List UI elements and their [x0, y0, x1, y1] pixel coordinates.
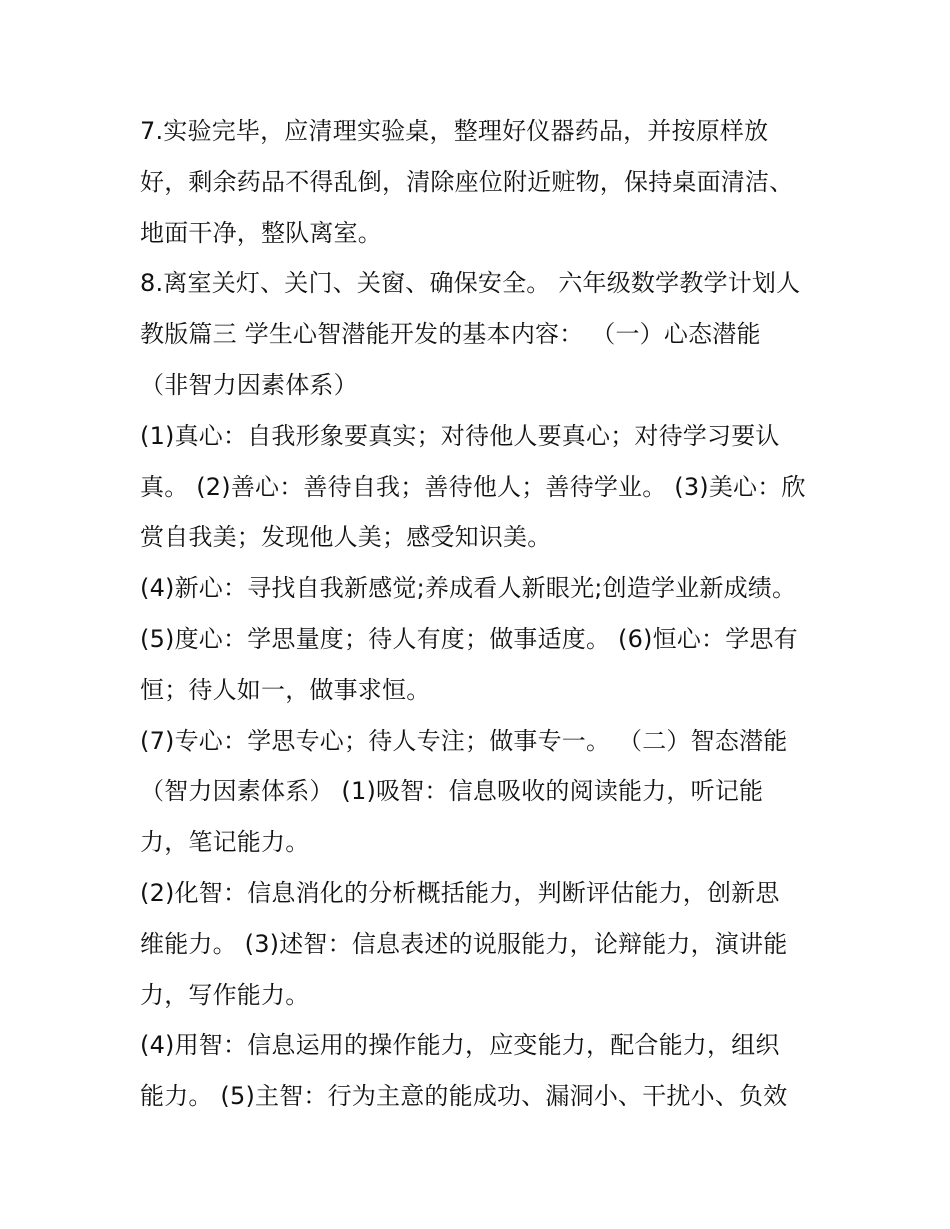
text-line-3: 地面干净，整队离室。	[140, 218, 382, 247]
text-line-13: (7)专心：学思专心；待人专注；做事专一。 （二）智态潜能	[140, 726, 788, 755]
document-body	[140, 106, 820, 1122]
text-line-4: 8.离室关灯、关门、关窗、确保安全。 六年级数学教学计划人	[140, 269, 801, 298]
text-line-6: （非智力因素体系）	[140, 370, 358, 399]
text-line-19: (4)用智：信息运用的操作能力，应变能力，配合能力，组织	[140, 1031, 780, 1060]
text-line-14: （智力因素体系） (1)吸智：信息吸收的阅读能力，听记能	[140, 777, 764, 806]
text-line-12: 恒；待人如一，做事求恒。	[140, 675, 431, 704]
text-line-18: 力，写作能力。	[140, 980, 310, 1009]
text-line-1: 7.实验完毕，应清理实验桌，整理好仪器药品，并按原样放	[140, 117, 769, 145]
text-line-11: (5)度心：学思量度；待人有度；做事适度。 (6)恒心：学思有	[140, 624, 798, 653]
text-line-16: (2)化智：信息消化的分析概括能力，判断评估能力，创新思	[140, 878, 780, 907]
text-line-20: 能力。 (5)主智：行为主意的能成功、漏洞小、干扰小、负效	[140, 1082, 788, 1111]
text-line-7: (1)真心：自我形象要真实；对待他人要真心；对待学习要认	[140, 421, 780, 450]
text-line-5: 教版篇三 学生心智潜能开发的基本内容： （一）心态潜能	[140, 320, 761, 349]
text-line-9: 赏自我美；发现他人美；感受知识美。	[140, 523, 552, 552]
text-line-17: 维能力。 (3)述智：信息表述的说服能力，论辩能力，演讲能	[140, 929, 788, 958]
text-line-8: 真。 (2)善心：善待自我；善待他人；善待学业。 (3)美心：欣	[140, 472, 806, 501]
text-line-10: (4)新心：寻找自我新感觉;养成看人新眼光;创造学业新成绩。	[140, 574, 797, 603]
text-line-15: 力，笔记能力。	[140, 828, 310, 857]
text-line-2: 好，剩余药品不得乱倒，清除座位附近赃物，保持桌面清洁、	[140, 167, 794, 196]
